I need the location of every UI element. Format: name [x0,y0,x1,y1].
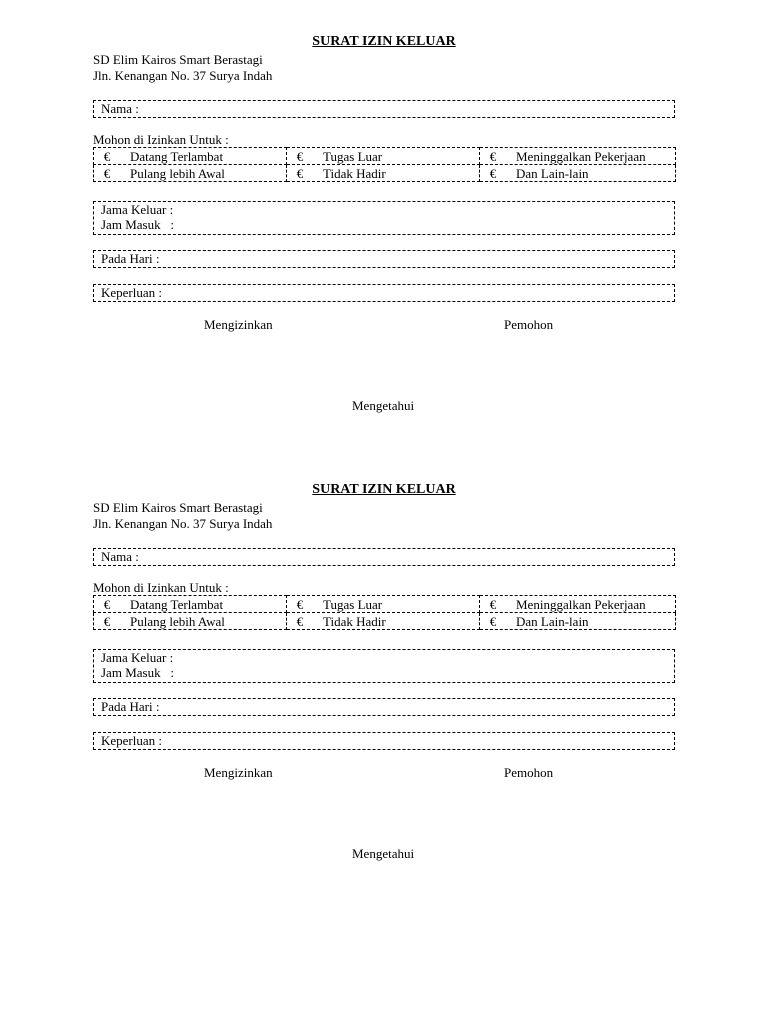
options-table [93,147,676,182]
option-cell[interactable] [94,613,287,630]
permit-form [93,34,675,434]
checkbox-icon[interactable]: € [489,613,497,629]
acknowledged-label: Mengetahui [352,846,415,861]
option-label: Tidak Hadir [323,613,386,629]
request-label: Mohon di Izinkan Untuk : [93,132,229,147]
school-name: SD Elim Kairos Smart Berastagi [93,500,263,515]
time-in-label: Jam Masuk : [101,665,174,680]
option-cell[interactable] [480,148,676,165]
option-label: Datang Terlambat [130,596,224,612]
option-label: Tugas Luar [323,596,383,612]
option-cell[interactable] [94,596,287,613]
name-field[interactable] [93,100,675,118]
request-label: Mohon di Izinkan Untuk : [93,580,229,595]
time-field[interactable] [93,201,675,235]
time-field[interactable] [93,649,675,683]
checkbox-icon[interactable]: € [103,613,111,629]
options-row [94,613,676,630]
form-title: SURAT IZIN KELUAR [312,34,456,49]
checkbox-icon[interactable]: € [489,148,497,164]
option-label: Tugas Luar [323,148,383,164]
checkbox-icon[interactable]: € [489,165,497,181]
option-label: Meninggalkan Pekerjaan [516,596,646,612]
option-label: Pulang lebih Awal [130,613,225,629]
checkbox-icon[interactable]: € [296,596,304,612]
options-row [94,148,676,165]
checkbox-icon[interactable]: € [296,148,304,164]
purpose-label: Keperluan : [101,285,163,300]
day-label: Pada Hari : [101,251,160,266]
name-label: Nama : [101,549,139,564]
name-field[interactable] [93,548,675,566]
permit-form [93,482,675,882]
time-out-label: Jama Keluar : [101,202,174,217]
option-label: Pulang lebih Awal [130,165,225,181]
option-label: Dan Lain-lain [516,613,589,629]
day-field[interactable] [93,250,675,268]
checkbox-icon[interactable]: € [489,596,497,612]
school-address: Jln. Kenangan No. 37 Surya Indah [93,68,273,83]
option-cell[interactable] [94,148,287,165]
name-label: Nama : [101,101,139,116]
applicant-label: Pemohon [504,317,554,332]
option-label: Dan Lain-lain [516,165,589,181]
checkbox-icon[interactable]: € [296,165,304,181]
option-label: Datang Terlambat [130,148,224,164]
checkbox-icon[interactable]: € [103,148,111,164]
options-row [94,596,676,613]
purpose-field[interactable] [93,732,675,750]
applicant-label: Pemohon [504,765,554,780]
option-label: Tidak Hadir [323,165,386,181]
options-row [94,165,676,182]
option-cell[interactable] [480,165,676,182]
school-address: Jln. Kenangan No. 37 Surya Indah [93,516,273,531]
day-label: Pada Hari : [101,699,160,714]
time-in-label: Jam Masuk : [101,217,174,232]
checkbox-icon[interactable]: € [296,613,304,629]
approver-label: Mengizinkan [204,765,273,780]
checkbox-icon[interactable]: € [103,596,111,612]
option-cell[interactable] [287,613,480,630]
purpose-label: Keperluan : [101,733,163,748]
option-cell[interactable] [94,165,287,182]
form-title: SURAT IZIN KELUAR [312,482,456,497]
approver-label: Mengizinkan [204,317,273,332]
option-cell[interactable] [287,165,480,182]
checkbox-icon[interactable]: € [103,165,111,181]
day-field[interactable] [93,698,675,716]
option-cell[interactable] [287,596,480,613]
option-cell[interactable] [480,596,676,613]
option-cell[interactable] [480,613,676,630]
time-out-label: Jama Keluar : [101,650,174,665]
options-table [93,595,676,630]
option-label: Meninggalkan Pekerjaan [516,148,646,164]
acknowledged-label: Mengetahui [352,398,415,413]
school-name: SD Elim Kairos Smart Berastagi [93,52,263,67]
purpose-field[interactable] [93,284,675,302]
option-cell[interactable] [287,148,480,165]
